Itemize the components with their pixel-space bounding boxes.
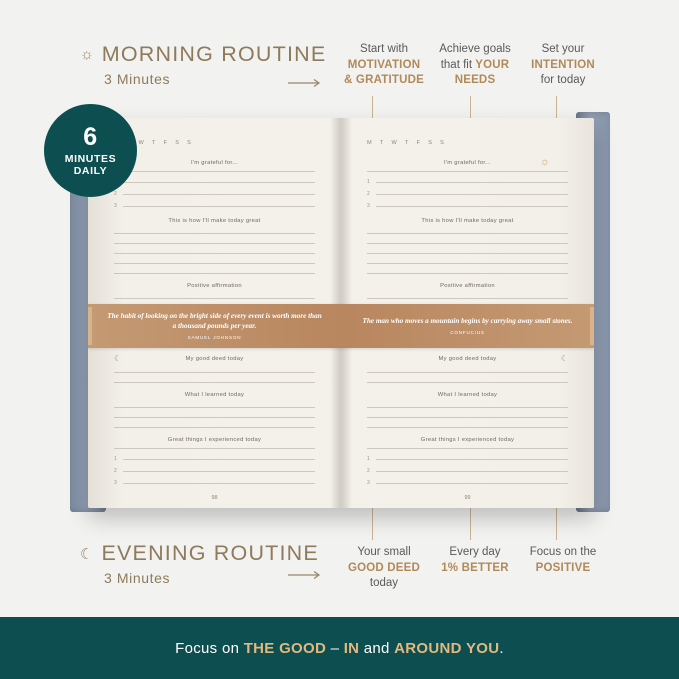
callout-one-percent-better	[430, 545, 520, 576]
footer-part: Focus on	[175, 639, 244, 657]
weekday-row-left	[114, 140, 315, 146]
footer-banner	[0, 617, 679, 679]
callout-good-deed	[341, 545, 427, 592]
grateful-label: I'm grateful for...	[443, 160, 492, 166]
write-line	[114, 427, 315, 428]
great-things-section-left	[114, 437, 315, 486]
divider	[114, 298, 315, 299]
great-things-label: Great things I experienced today	[420, 437, 515, 443]
callout-emphasis: MOTIVATION	[347, 58, 421, 71]
good-deed-label: My good deed today	[438, 355, 497, 362]
callout-line: for today	[540, 74, 586, 87]
grateful-label: I'm grateful for...	[190, 160, 239, 166]
callout-emphasis: & GRATITUDE	[344, 74, 424, 87]
morning-arrow-icon	[288, 78, 324, 88]
write-line	[367, 417, 568, 418]
write-line	[114, 382, 315, 383]
weekday: S	[428, 140, 434, 146]
evening-arrow-icon	[288, 570, 324, 580]
divider	[114, 448, 315, 449]
divider	[114, 407, 315, 408]
morning-routine-title: MORNING ROUTINE	[101, 42, 327, 66]
weekday: S	[175, 140, 181, 146]
footer-part: –	[326, 639, 344, 657]
write-line	[367, 263, 568, 264]
footer-emphasis: IN	[343, 639, 360, 657]
callout-line: today	[369, 577, 399, 590]
list-number: 3	[367, 480, 370, 486]
weekday: T	[151, 140, 157, 146]
grateful-section-left	[114, 160, 315, 209]
write-line	[376, 483, 568, 484]
band-tab-right	[590, 307, 594, 345]
minutes-daily-badge	[44, 104, 137, 197]
callout-emphasis: POSITIVE	[535, 561, 591, 574]
quote-author: CONFUCIUS	[450, 329, 485, 335]
callout-line: Focus on the	[529, 546, 597, 558]
callout-focus-positive	[520, 545, 606, 576]
learned-section-right	[367, 392, 568, 428]
journal-pages	[88, 118, 594, 508]
good-deed-section-left	[114, 354, 315, 383]
weekday: W	[138, 140, 145, 146]
callout-line: Every day	[449, 546, 501, 558]
write-line	[367, 382, 568, 383]
weekday: T	[379, 140, 385, 146]
write-line	[367, 427, 568, 428]
good-deed-label: My good deed today	[185, 355, 244, 362]
callout-line: Set your	[541, 43, 585, 55]
great-day-label: This is how I'll make today great	[168, 218, 261, 224]
footer-text	[175, 640, 504, 657]
callout-set-intention	[523, 42, 603, 89]
moon-icon: ☾	[80, 545, 94, 563]
list-number: 2	[114, 468, 117, 474]
quote-text: The man who moves a mountain begins by carrying away small stones.	[362, 317, 573, 326]
divider	[367, 448, 568, 449]
write-line	[376, 194, 568, 195]
divider	[114, 233, 315, 234]
great-day-section-left	[114, 218, 315, 274]
divider	[114, 171, 315, 172]
grateful-section-right	[367, 160, 568, 209]
band-tab-left	[88, 307, 92, 345]
write-line	[367, 253, 568, 254]
list-number: 1	[114, 456, 117, 462]
learned-label: What I learned today	[437, 392, 498, 398]
list-number: 2	[114, 191, 117, 197]
weekday: S	[187, 140, 193, 146]
list-number: 2	[367, 191, 370, 197]
callout-emphasis: NEEDS	[454, 74, 496, 87]
badge-line-2: DAILY	[73, 164, 108, 177]
list-number: 3	[114, 203, 117, 209]
write-line	[123, 483, 315, 484]
badge-line-1: MINUTES	[64, 152, 117, 165]
write-line	[376, 206, 568, 207]
divider	[367, 407, 568, 408]
list-number: 3	[114, 480, 117, 486]
weekday: S	[440, 140, 446, 146]
quote-text: The habit of looking on the bright side of every event is worth more than a thousand pounds per year.	[107, 312, 322, 330]
evening-routine-title: EVENING ROUTINE	[101, 541, 319, 565]
weekday: T	[404, 140, 410, 146]
write-line	[376, 182, 568, 183]
great-things-section-right	[367, 437, 568, 486]
write-line	[123, 206, 315, 207]
learned-section-left	[114, 392, 315, 428]
weekday: W	[391, 140, 398, 146]
callout-achieve-goals	[432, 42, 518, 89]
callout-line: Achieve goals	[439, 43, 511, 55]
footer-emphasis: AROUND YOU	[394, 639, 500, 657]
write-line	[123, 471, 315, 472]
write-line	[114, 263, 315, 264]
evening-routine-subtitle: 3 Minutes	[104, 570, 171, 586]
write-line	[123, 194, 315, 195]
page-number-right: 99	[464, 495, 471, 501]
moon-icon: ☾	[560, 354, 568, 363]
write-line	[376, 459, 568, 460]
sun-icon: ☼	[539, 156, 550, 168]
great-day-section-right	[367, 218, 568, 274]
quote-band	[88, 304, 594, 348]
write-line	[114, 243, 315, 244]
write-line	[367, 243, 568, 244]
weekday-row-right	[367, 140, 568, 146]
callout-line: Start with	[360, 43, 408, 55]
weekday: M	[367, 140, 373, 146]
write-line	[123, 459, 315, 460]
list-number: 2	[367, 468, 370, 474]
divider	[367, 233, 568, 234]
sun-icon: ☼	[80, 46, 94, 63]
divider	[367, 372, 568, 373]
write-line	[114, 253, 315, 254]
divider	[367, 298, 568, 299]
footer-emphasis: THE GOOD	[243, 639, 327, 657]
page-number-left: 98	[211, 495, 218, 501]
divider	[367, 171, 568, 172]
callout-emphasis: INTENTION	[531, 58, 595, 71]
footer-part: and	[359, 639, 395, 657]
list-number: 3	[367, 203, 370, 209]
quote-author: SAMUEL JOHNSON	[187, 334, 242, 340]
quote-left	[88, 304, 341, 348]
evening-routine-heading	[80, 541, 319, 586]
weekday: F	[416, 140, 422, 146]
callout-line: Your small	[357, 546, 411, 558]
quote-right	[341, 304, 594, 348]
list-number: 1	[367, 179, 370, 185]
morning-routine-subtitle: 3 Minutes	[104, 71, 171, 87]
callout-emphasis: GOOD DEED	[347, 561, 421, 574]
write-line	[376, 471, 568, 472]
affirmation-label: Positive affirmation	[440, 283, 495, 289]
callout-line: that fit	[440, 58, 473, 71]
write-line	[114, 417, 315, 418]
footer-part: .	[499, 639, 504, 657]
write-line	[123, 182, 315, 183]
list-number: 1	[367, 456, 370, 462]
callout-emphasis: YOUR	[475, 58, 510, 71]
affirmation-label: Positive affirmation	[187, 283, 242, 289]
badge-number: 6	[83, 122, 98, 151]
callout-start-with-motivation	[341, 42, 427, 89]
learned-label: What I learned today	[184, 392, 245, 398]
callout-emphasis: 1% BETTER	[441, 561, 509, 574]
great-day-label: This is how I'll make today great	[421, 218, 514, 224]
great-things-label: Great things I experienced today	[167, 437, 262, 443]
weekday: F	[163, 140, 169, 146]
divider	[114, 372, 315, 373]
good-deed-section-right	[367, 354, 568, 383]
open-journal	[70, 112, 610, 512]
write-line	[367, 273, 568, 274]
write-line	[114, 273, 315, 274]
moon-icon: ☾	[114, 354, 122, 363]
